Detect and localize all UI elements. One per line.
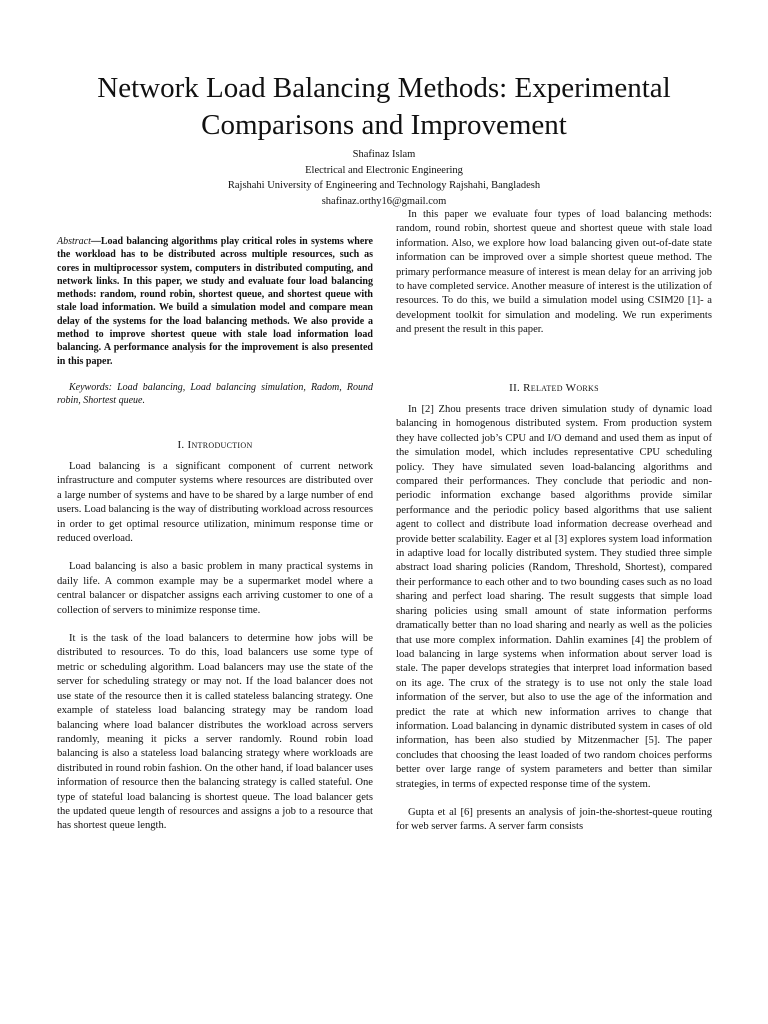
intro-continuation: [396, 208, 712, 338]
abstract-block: [57, 235, 373, 408]
paper-title: Network Load Balancing Methods: Experimental Comparisons and Improvement: [97, 72, 671, 141]
author-department: Electrical and Electronic Engineering: [305, 164, 463, 176]
abstract-text: —Load balancing algorithms play critical roles in systems where the workload has to be distributed across multiple resources, such as cores in multiprocessor system, computers in distributed computing, and network links. In this paper, we study and evaluate four load balancing methods: random, round robin, shortest queue, and shortest queue with stale load information. We build a simulation model and compare mean delay of the systems for the load balancing methods. We also provide a method to improve shortest queue with stale load information load balancing. A performance analysis for the improvement is also presented in this paper.: [57, 236, 373, 367]
abstract: [57, 235, 373, 368]
author-name: Shafinaz Islam: [352, 149, 416, 160]
section-heading-related-works: II. Related Works: [509, 382, 599, 394]
author-block: [120, 147, 648, 209]
related-paragraph-2: Gupta et al [6] presents an analysis of join-the-shortest-queue routing for web server farms. A server farm consists: [396, 806, 712, 833]
related-paragraph-1: In [2] Zhou presents trace driven simulation study of dynamic load balancing in homogenous distributed system. From production system they have collected job’s CPU and I/O demand and used them as input of the simulation model, which includes representative CPU scheduling policy. They have simulated seven load-balancing algorithms and compared their performances. They conclude that periodic and non-periodic information exchange based algorithms provide similar performance and the periodic policy based algorithms that use salient agent to collect and distribute load information decrease overhead and provide better scalability. Eager et al [3] explores system load information in adaptive load for locally distributed system. They studied three simple abstract load sharing policies (Random, Threshold, Shortest), compared their performance to each other and to two bounding cases such as no load sharing and perfect load sharing. The result suggests that simple load sharing policies using small amount of state information performs dramatically better than no load sharing and nearly as well as the policies that use more complex information. Dahlin examines [4] the problem of load balancing in large systems when information about server load is stale. The paper develops strategies that interpret load information based on its age. The crux of the strategy is to use not only the stale load information of the server, but also to use the age of the information and predict the rate at which new information arrives to change that information. Load balancing in dynamic distributed system in cases of old information, has been also studied by Mitzenmacher [5]. The paper concludes that choosing the least loaded of two random choices performs better over large range of system parameters and better than similar strategies, in terms of expected response time of the system.: [396, 404, 712, 790]
related-works-section: [396, 403, 712, 835]
section-heading-introduction: I. Introduction: [177, 439, 253, 451]
right-paragraph-1: In this paper we evaluate four types of load balancing methods: random, round robin, shortest queue and shortest queue with stale load information. Also, we explore how load balancing given out-of-date state information can be improved over a simple shortest queue method. The primary performance measure of interest is mean delay for an arriving job to have completed service. Another measure of interest is the utilization of resources. To do this, we build a simulation model using CSIM20 [1]- a development toolkit for simulation and modeling. We run experiments and present the result in this paper.: [396, 209, 712, 336]
intro-paragraph-1: Load balancing is a significant component of current network infrastructure and computer systems where resources are distributed over a large number of systems and have to be shared by a large number of end users. Load balancing is the way of distributing workload across resources in order to get optimal resource utilization, minimum response time or reduced overload.: [57, 461, 373, 545]
abstract-lead: Abstract: [57, 236, 91, 247]
keywords: Keywords: Load balancing, Load balancing simulation, Radom, Round robin, Shortest queue.: [57, 381, 373, 407]
author-institution: Rajshahi University of Engineering and Technology Rajshahi, Bangladesh: [227, 180, 541, 191]
author-email[interactable]: shafinaz.orthy16@gmail.com: [321, 195, 447, 207]
introduction-section: [57, 460, 373, 834]
intro-paragraph-3: It is the task of the load balancers to determine how jobs will be distributed to resources. To do this, load balancers use some type of metric or scheduling algorithm. Load balancers may use the state of the server for scheduling strategy or may not. If the load balancer does not use state of the resource then it is called stateless balancing strategy. One example of stateless load balancing strategy may be random load balancing where load balancer distributes the workload across servers randomly, meaning it picks a server randomly. Round robin load balancing is also a stateless load balancing strategy where workloads are distributed in round robin fashion. On the other hand, if load balancer uses information of resource then the balancing strategy is called stateful. One type of stateful load balancing is shortest queue. The load balancer gets the updated queue length of resources and assigns a job to a resource that has shortest queue length.: [57, 633, 373, 832]
intro-paragraph-2: Load balancing is also a basic problem in many practical systems in daily life. A common example may be a supermarket model where a central balancer or dispatcher assigns each arriving customer to one of a collection of servers to minimize response time.: [57, 561, 373, 616]
